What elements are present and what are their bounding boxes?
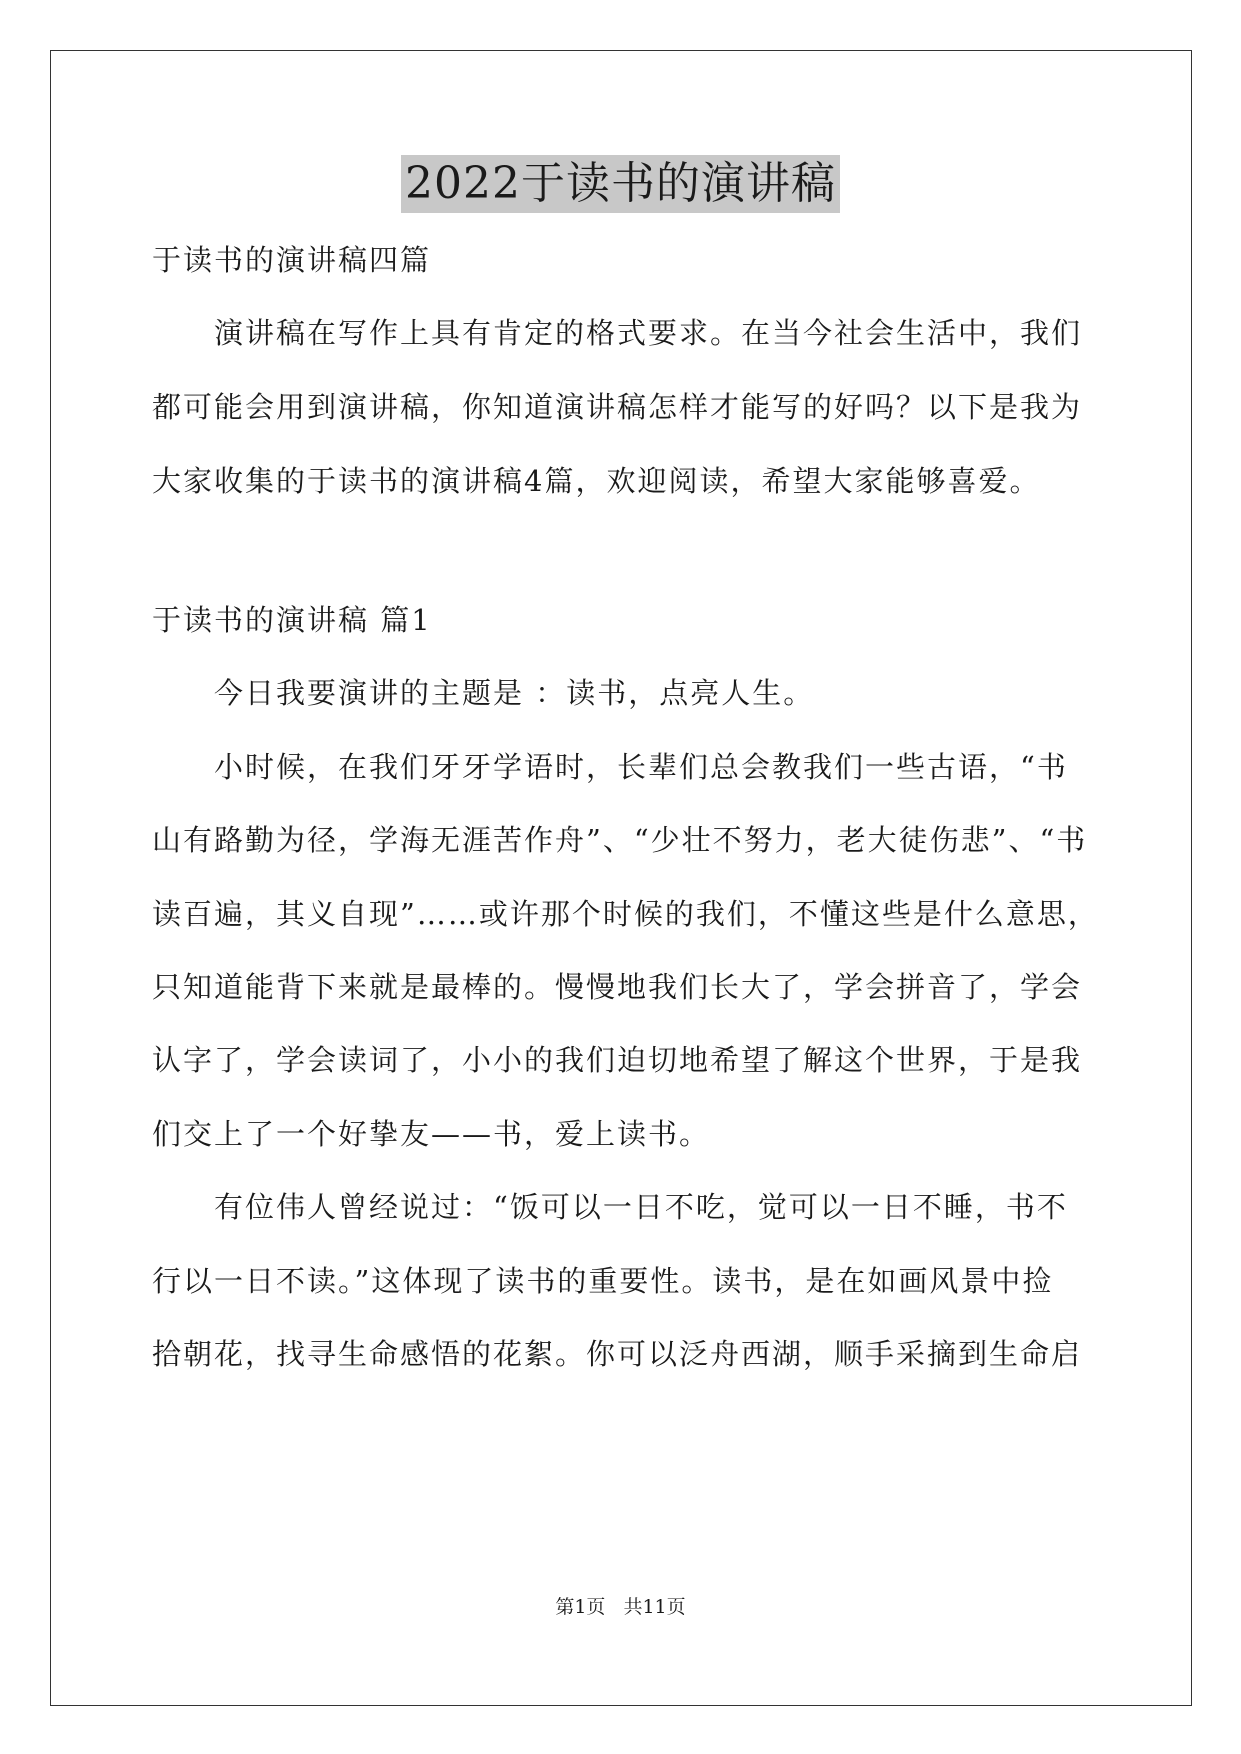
intro-line: 大家收集的于读书的演讲稿4篇，欢迎阅读，希望大家能够喜爱。 [152,464,1041,498]
title-container [0,155,1241,213]
intro-line: 演讲稿在写作上具有肯定的格式要求。在当今社会生活中，我们 [152,316,1083,350]
body-line: 读百遍，其义自现”……或许那个时候的我们，不懂这些是什么意思， [152,897,1099,931]
page-border [50,50,1192,1706]
body-line: 们交上了一个好挚友——书，爱上读书。 [152,1117,711,1151]
body-line: 今日我要演讲的主题是 ：读书，点亮人生。 [152,676,815,710]
intro-line: 都可能会用到演讲稿，你知道演讲稿怎样才能写的好吗？以下是我为 [152,390,1083,424]
body-line: 认字了，学会读词了，小小的我们迫切地希望了解这个世界，于是我 [152,1043,1083,1077]
body-line: 山有路勤为径，学海无涯苦作舟”、“少壮不努力，老大徒伤悲”、“书 [152,823,1088,857]
body-line: 小时候，在我们牙牙学语时，长辈们总会教我们一些古语，“书 [152,750,1068,784]
body-line: 行以一日不读。”这体现了读书的重要性。读书，是在如画风景中捡 [152,1264,1054,1298]
body-line: 拾朝花，找寻生命感悟的花絮。你可以泛舟西湖，顺手采摘到生命启 [152,1337,1083,1371]
page-number: 第1页 [555,1596,606,1618]
document-title: 2022于读书的演讲稿 [401,155,840,213]
page-total: 共11页 [623,1596,686,1618]
page-footer [0,1594,1241,1620]
document-subtitle: 于读书的演讲稿四篇 [152,243,432,277]
section-heading: 于读书的演讲稿 篇1 [152,603,432,637]
body-line: 只知道能背下来就是最棒的。慢慢地我们长大了，学会拼音了，学会 [152,970,1083,1004]
body-line: 有位伟人曾经说过：“饭可以一日不吃，觉可以一日不睡，书不 [152,1190,1068,1224]
